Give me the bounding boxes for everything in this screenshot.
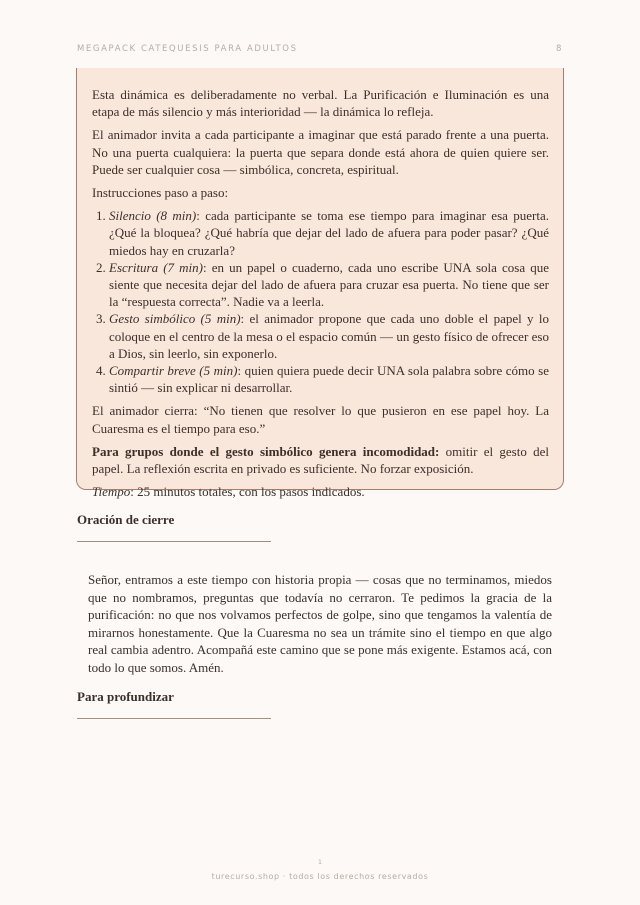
step-item (109, 362, 549, 396)
deepen-heading-divider (77, 718, 271, 719)
step-label: Gesto simbólico (5 min) (109, 311, 241, 327)
deepen-heading: Para profundizar (77, 689, 174, 704)
document-title: MEGAPACK CATEQUESIS PARA ADULTOS (77, 44, 298, 54)
group-note-label: Para grupos donde el gesto simbólico genera incomodidad: (92, 443, 440, 459)
step-item (109, 310, 549, 362)
step-label: Escritura (7 min) (109, 259, 203, 275)
prayer-text: Señor, entramos a este tiempo con historia propia — cosas que no terminamos, miedos que no nombramos, preguntas que todavía no cerraron. Te pedimos la gracia de la purificación: no que nos volvamos perfectos de golpe, sino que tengamos la valentía de mirarnos honestamente. Que la Cuaresma no sea un trámite sino el tiempo en que algo real cambia adentro. Acompañá este camino que se pone más exigente. Estamos acá, con todo lo que somos. Amén. (88, 572, 552, 675)
steps-heading: Instrucciones paso a paso: (92, 185, 229, 201)
step-text: : en un papel o cuaderno, cada uno escribe UNA sola cosa que siente que necesita dejar del lado de afuera para cruzar esa puerta. No tiene que ser la “respuesta correcta”. Nadie va a leerla. (109, 259, 549, 310)
activity-intro: Esta dinámica es deliberadamente no verbal. La Purificación e Iluminación es una etapa de más silencio y más interioridad — la dinámica lo refleja. (92, 87, 549, 120)
time-label: Tiempo (92, 484, 131, 500)
step-text: : quien quiera puede decir UNA sola palabra sobre cómo se sintió — sin explicar ni desarrollar. (109, 363, 549, 396)
steps-list (92, 207, 549, 396)
step-item (109, 207, 549, 259)
prayer-heading-divider (77, 541, 271, 542)
activity-setup: El animador invita a cada participante a imaginar que está parado frente a una puerta. No una puerta cualquiera: la puerta que separa donde está ahora de quien quiere ser. Puede ser cualquier cosa — simbólica, concreta, espiritual. (92, 127, 549, 177)
activity-box (76, 68, 564, 500)
time-note (92, 483, 549, 500)
step-text: : cada participante se toma ese tiempo para imaginar esa puerta. ¿Qué la bloquea? ¿Qué habría que dejar del lado de afuera para poder pasar? ¿Qué miedos hay en cruzarla? (109, 208, 549, 258)
time-text: : 25 minutos totales, con los pasos indicados. (130, 484, 365, 500)
group-note (92, 443, 549, 477)
step-label: Compartir breve (5 min) (109, 363, 238, 379)
footer-page-number: 1 (317, 858, 323, 866)
step-item (109, 259, 549, 311)
header-page-number: 8 (555, 44, 563, 54)
group-note-text: omitir el gesto del papel. La reflexión escrita en privado es suficiente. No forzar exposición. (92, 443, 549, 477)
step-label: Silencio (8 min) (109, 208, 197, 224)
page-footer (0, 858, 640, 881)
page-header (77, 44, 563, 54)
prayer-heading: Oración de cierre (77, 512, 175, 527)
animator-closing: El animador cierra: “No tienen que resolver lo que pusieron en ese papel hoy. La Cuaresma es el tiempo para eso.” (92, 403, 549, 436)
footer-copyright: turecurso.shop · todos los derechos reservados (211, 872, 429, 881)
step-text: : el animador propone que cada uno doble el papel y lo coloque en el centro de la mesa o el espacio común — un gesto físico de ofrecer eso a Dios, sin leerlo, sin exponerlo. (109, 311, 549, 361)
